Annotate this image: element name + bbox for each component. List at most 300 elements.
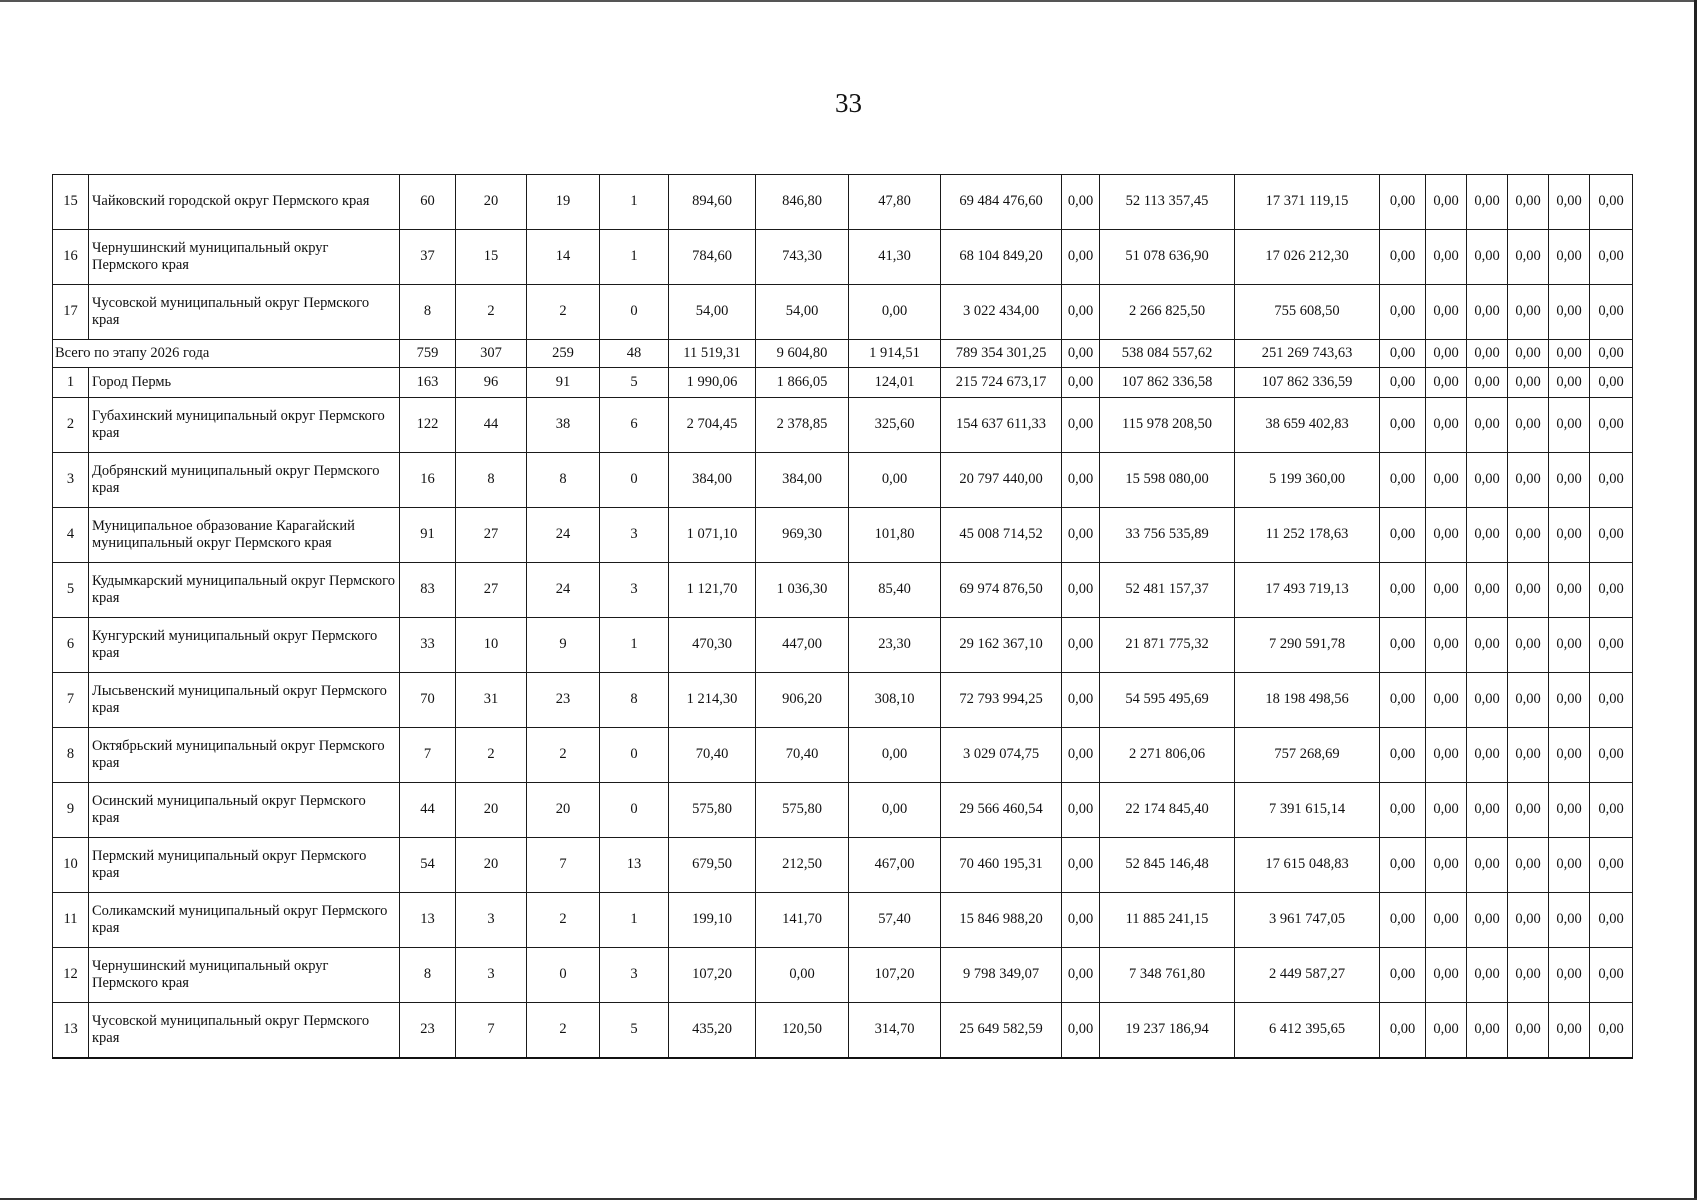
- value-cell: 0: [600, 453, 669, 508]
- value-cell: 0,00: [1508, 838, 1549, 893]
- value-cell: 447,00: [756, 618, 849, 673]
- value-cell: 2 271 806,06: [1100, 728, 1235, 783]
- value-cell: 0,00: [1508, 285, 1549, 340]
- scan-edge-top: [0, 0, 1697, 2]
- value-cell: 11 252 178,63: [1235, 508, 1380, 563]
- value-cell: 0,00: [1467, 230, 1508, 285]
- value-cell: 1: [600, 175, 669, 230]
- value-cell: 9: [527, 618, 600, 673]
- value-cell: 575,80: [669, 783, 756, 838]
- value-cell: 755 608,50: [1235, 285, 1380, 340]
- value-cell: 15 598 080,00: [1100, 453, 1235, 508]
- value-cell: 23: [400, 1003, 456, 1059]
- value-cell: 0,00: [1426, 673, 1467, 728]
- value-cell: 2: [527, 1003, 600, 1059]
- value-cell: 2: [527, 728, 600, 783]
- value-cell: 0,00: [1467, 728, 1508, 783]
- value-cell: 0,00: [1467, 893, 1508, 948]
- table-row: [53, 285, 1633, 340]
- value-cell: 0,00: [1426, 948, 1467, 1003]
- value-cell: 0,00: [1549, 285, 1590, 340]
- value-cell: 0: [600, 285, 669, 340]
- value-cell: 0,00: [1062, 893, 1100, 948]
- value-cell: 0,00: [1590, 893, 1633, 948]
- value-cell: 10: [456, 618, 527, 673]
- municipality-name: Муниципальное образование Карагайский муниципальный округ Пермского края: [89, 508, 400, 563]
- value-cell: 1 914,51: [849, 340, 941, 368]
- value-cell: 5: [600, 1003, 669, 1059]
- value-cell: 11 885 241,15: [1100, 893, 1235, 948]
- value-cell: 107 862 336,59: [1235, 368, 1380, 398]
- value-cell: 0,00: [1508, 948, 1549, 1003]
- value-cell: 0,00: [1426, 893, 1467, 948]
- value-cell: 0,00: [1062, 230, 1100, 285]
- row-number: 1: [53, 368, 89, 398]
- value-cell: 0,00: [1426, 285, 1467, 340]
- table-row: [53, 838, 1633, 893]
- value-cell: 27: [456, 563, 527, 618]
- value-cell: 0,00: [1380, 948, 1426, 1003]
- value-cell: 0,00: [1549, 230, 1590, 285]
- value-cell: 0: [600, 728, 669, 783]
- value-cell: 13: [600, 838, 669, 893]
- value-cell: 72 793 994,25: [941, 673, 1062, 728]
- value-cell: 7 391 615,14: [1235, 783, 1380, 838]
- value-cell: 0,00: [1467, 398, 1508, 453]
- value-cell: 14: [527, 230, 600, 285]
- value-cell: 0,00: [1508, 618, 1549, 673]
- value-cell: 0,00: [1549, 838, 1590, 893]
- value-cell: 2 378,85: [756, 398, 849, 453]
- value-cell: 163: [400, 368, 456, 398]
- value-cell: 51 078 636,90: [1100, 230, 1235, 285]
- value-cell: 0,00: [1590, 838, 1633, 893]
- value-cell: 0,00: [1549, 563, 1590, 618]
- value-cell: 0,00: [1062, 285, 1100, 340]
- value-cell: 20: [456, 175, 527, 230]
- value-cell: 0,00: [1062, 783, 1100, 838]
- value-cell: 0,00: [1380, 368, 1426, 398]
- value-cell: 48: [600, 340, 669, 368]
- value-cell: 0,00: [1426, 563, 1467, 618]
- value-cell: 0,00: [1380, 893, 1426, 948]
- value-cell: 54,00: [756, 285, 849, 340]
- value-cell: 0,00: [1062, 453, 1100, 508]
- value-cell: 2: [456, 728, 527, 783]
- row-number: 3: [53, 453, 89, 508]
- value-cell: 199,10: [669, 893, 756, 948]
- row-number: 2: [53, 398, 89, 453]
- value-cell: 215 724 673,17: [941, 368, 1062, 398]
- value-cell: 894,60: [669, 175, 756, 230]
- value-cell: 16: [400, 453, 456, 508]
- value-cell: 743,30: [756, 230, 849, 285]
- value-cell: 0,00: [1062, 175, 1100, 230]
- value-cell: 0,00: [1590, 1003, 1633, 1059]
- value-cell: 1: [600, 618, 669, 673]
- value-cell: 789 354 301,25: [941, 340, 1062, 368]
- row-number: 11: [53, 893, 89, 948]
- value-cell: 0: [527, 948, 600, 1003]
- municipality-name: Чернушинский муниципальный округ Пермского края: [89, 230, 400, 285]
- value-cell: 784,60: [669, 230, 756, 285]
- municipality-name: Город Пермь: [89, 368, 400, 398]
- value-cell: 0,00: [1380, 838, 1426, 893]
- row-number: 16: [53, 230, 89, 285]
- value-cell: 0,00: [1380, 340, 1426, 368]
- value-cell: 0,00: [1508, 398, 1549, 453]
- value-cell: 467,00: [849, 838, 941, 893]
- value-cell: 0,00: [1467, 285, 1508, 340]
- value-cell: 0,00: [1380, 398, 1426, 453]
- value-cell: 120,50: [756, 1003, 849, 1059]
- table-container: [52, 174, 1633, 1059]
- table-row: [53, 398, 1633, 453]
- value-cell: 7: [400, 728, 456, 783]
- value-cell: 0,00: [1590, 508, 1633, 563]
- value-cell: 17 493 719,13: [1235, 563, 1380, 618]
- value-cell: 0,00: [756, 948, 849, 1003]
- municipality-name: Кудымкарский муниципальный округ Пермского края: [89, 563, 400, 618]
- row-number: 15: [53, 175, 89, 230]
- value-cell: 9 604,80: [756, 340, 849, 368]
- value-cell: 0,00: [1467, 673, 1508, 728]
- value-cell: 1 990,06: [669, 368, 756, 398]
- value-cell: 83: [400, 563, 456, 618]
- value-cell: 54: [400, 838, 456, 893]
- value-cell: 0,00: [1426, 838, 1467, 893]
- value-cell: 52 481 157,37: [1100, 563, 1235, 618]
- value-cell: 0,00: [1380, 563, 1426, 618]
- value-cell: 17 615 048,83: [1235, 838, 1380, 893]
- value-cell: 0,00: [1508, 175, 1549, 230]
- value-cell: 0,00: [1590, 230, 1633, 285]
- value-cell: 44: [400, 783, 456, 838]
- table-row: [53, 673, 1633, 728]
- value-cell: 0,00: [1467, 563, 1508, 618]
- value-cell: 25 649 582,59: [941, 1003, 1062, 1059]
- value-cell: 0,00: [1508, 728, 1549, 783]
- value-cell: 8: [400, 948, 456, 1003]
- value-cell: 57,40: [849, 893, 941, 948]
- value-cell: 0,00: [1508, 1003, 1549, 1059]
- table-row: [53, 948, 1633, 1003]
- value-cell: 54 595 495,69: [1100, 673, 1235, 728]
- value-cell: 251 269 743,63: [1235, 340, 1380, 368]
- value-cell: 5 199 360,00: [1235, 453, 1380, 508]
- value-cell: 308,10: [849, 673, 941, 728]
- value-cell: 0,00: [1590, 285, 1633, 340]
- value-cell: 20: [527, 783, 600, 838]
- value-cell: 1 071,10: [669, 508, 756, 563]
- value-cell: 54,00: [669, 285, 756, 340]
- table-row: [53, 618, 1633, 673]
- page-number: 33: [835, 88, 862, 118]
- value-cell: 0,00: [1062, 618, 1100, 673]
- value-cell: 0,00: [1549, 1003, 1590, 1059]
- value-cell: 69 974 876,50: [941, 563, 1062, 618]
- value-cell: 1 866,05: [756, 368, 849, 398]
- municipality-name: Чусовской муниципальный округ Пермского края: [89, 1003, 400, 1059]
- value-cell: 3 029 074,75: [941, 728, 1062, 783]
- row-number: 8: [53, 728, 89, 783]
- value-cell: 19: [527, 175, 600, 230]
- value-cell: 435,20: [669, 1003, 756, 1059]
- value-cell: 9 798 349,07: [941, 948, 1062, 1003]
- value-cell: 0,00: [1508, 563, 1549, 618]
- row-number: 12: [53, 948, 89, 1003]
- value-cell: 0,00: [1549, 728, 1590, 783]
- row-number: 9: [53, 783, 89, 838]
- value-cell: 41,30: [849, 230, 941, 285]
- value-cell: 0,00: [1426, 618, 1467, 673]
- value-cell: 757 268,69: [1235, 728, 1380, 783]
- table-row: [53, 368, 1633, 398]
- value-cell: 259: [527, 340, 600, 368]
- row-number: 10: [53, 838, 89, 893]
- value-cell: 2 449 587,27: [1235, 948, 1380, 1003]
- value-cell: 3: [600, 948, 669, 1003]
- value-cell: 8: [400, 285, 456, 340]
- value-cell: 33 756 535,89: [1100, 508, 1235, 563]
- table-row: [53, 230, 1633, 285]
- value-cell: 23,30: [849, 618, 941, 673]
- value-cell: 0,00: [1590, 398, 1633, 453]
- value-cell: 0,00: [1590, 673, 1633, 728]
- value-cell: 0,00: [849, 728, 941, 783]
- value-cell: 0,00: [1467, 175, 1508, 230]
- value-cell: 29 566 460,54: [941, 783, 1062, 838]
- value-cell: 0,00: [1380, 175, 1426, 230]
- value-cell: 0,00: [1380, 1003, 1426, 1059]
- value-cell: 20: [456, 838, 527, 893]
- value-cell: 122: [400, 398, 456, 453]
- value-cell: 0,00: [1467, 1003, 1508, 1059]
- municipality-name: Октябрьский муниципальный округ Пермского края: [89, 728, 400, 783]
- value-cell: 3: [600, 563, 669, 618]
- value-cell: 2: [527, 893, 600, 948]
- row-number: 4: [53, 508, 89, 563]
- value-cell: 3: [600, 508, 669, 563]
- value-cell: 759: [400, 340, 456, 368]
- value-cell: 0,00: [1508, 368, 1549, 398]
- value-cell: 0,00: [1062, 340, 1100, 368]
- value-cell: 154 637 611,33: [941, 398, 1062, 453]
- value-cell: 7: [527, 838, 600, 893]
- value-cell: 0,00: [1590, 563, 1633, 618]
- value-cell: 107 862 336,58: [1100, 368, 1235, 398]
- value-cell: 23: [527, 673, 600, 728]
- value-cell: 2 266 825,50: [1100, 285, 1235, 340]
- value-cell: 52 113 357,45: [1100, 175, 1235, 230]
- value-cell: 0,00: [1590, 783, 1633, 838]
- value-cell: 0,00: [1467, 508, 1508, 563]
- value-cell: 0,00: [1062, 563, 1100, 618]
- value-cell: 0,00: [1549, 783, 1590, 838]
- value-cell: 0,00: [1549, 508, 1590, 563]
- value-cell: 0,00: [1062, 508, 1100, 563]
- value-cell: 19 237 186,94: [1100, 1003, 1235, 1059]
- value-cell: 0,00: [1426, 453, 1467, 508]
- value-cell: 37: [400, 230, 456, 285]
- value-cell: 70 460 195,31: [941, 838, 1062, 893]
- value-cell: 21 871 775,32: [1100, 618, 1235, 673]
- value-cell: 0,00: [1380, 508, 1426, 563]
- value-cell: 0,00: [1062, 673, 1100, 728]
- value-cell: 0,00: [849, 453, 941, 508]
- municipality-name: Лысьвенский муниципальный округ Пермского края: [89, 673, 400, 728]
- value-cell: 2 704,45: [669, 398, 756, 453]
- value-cell: 85,40: [849, 563, 941, 618]
- value-cell: 1 121,70: [669, 563, 756, 618]
- table-body: [53, 175, 1633, 1059]
- value-cell: 0,00: [1062, 1003, 1100, 1059]
- value-cell: 11 519,31: [669, 340, 756, 368]
- value-cell: 0,00: [1590, 453, 1633, 508]
- row-number: 6: [53, 618, 89, 673]
- value-cell: 0,00: [1590, 368, 1633, 398]
- value-cell: 0,00: [1549, 673, 1590, 728]
- total-label: Всего по этапу 2026 года: [53, 340, 400, 368]
- value-cell: 15 846 988,20: [941, 893, 1062, 948]
- value-cell: 0,00: [1426, 728, 1467, 783]
- value-cell: 2: [527, 285, 600, 340]
- table-row: [53, 893, 1633, 948]
- value-cell: 6: [600, 398, 669, 453]
- value-cell: 1 214,30: [669, 673, 756, 728]
- value-cell: 31: [456, 673, 527, 728]
- municipality-name: Чернушинский муниципальный округ Пермского края: [89, 948, 400, 1003]
- value-cell: 0,00: [1426, 398, 1467, 453]
- value-cell: 0: [600, 783, 669, 838]
- municipality-name: Соликамский муниципальный округ Пермского края: [89, 893, 400, 948]
- value-cell: 212,50: [756, 838, 849, 893]
- value-cell: 0,00: [1467, 340, 1508, 368]
- value-cell: 969,30: [756, 508, 849, 563]
- value-cell: 20 797 440,00: [941, 453, 1062, 508]
- value-cell: 0,00: [1549, 368, 1590, 398]
- value-cell: 0,00: [1508, 893, 1549, 948]
- value-cell: 0,00: [1549, 175, 1590, 230]
- value-cell: 0,00: [1380, 453, 1426, 508]
- value-cell: 7 348 761,80: [1100, 948, 1235, 1003]
- value-cell: 8: [456, 453, 527, 508]
- value-cell: 384,00: [756, 453, 849, 508]
- value-cell: 44: [456, 398, 527, 453]
- table-row: [53, 453, 1633, 508]
- value-cell: 0,00: [1426, 783, 1467, 838]
- table-row: [53, 508, 1633, 563]
- value-cell: 0,00: [1062, 948, 1100, 1003]
- value-cell: 0,00: [1549, 618, 1590, 673]
- value-cell: 0,00: [1062, 838, 1100, 893]
- value-cell: 101,80: [849, 508, 941, 563]
- value-cell: 0,00: [1508, 340, 1549, 368]
- value-cell: 22 174 845,40: [1100, 783, 1235, 838]
- value-cell: 0,00: [1467, 948, 1508, 1003]
- value-cell: 8: [600, 673, 669, 728]
- value-cell: 0,00: [1590, 948, 1633, 1003]
- value-cell: 0,00: [1508, 673, 1549, 728]
- value-cell: 0,00: [1062, 368, 1100, 398]
- table-row: [53, 1003, 1633, 1059]
- value-cell: 38 659 402,83: [1235, 398, 1380, 453]
- value-cell: 60: [400, 175, 456, 230]
- municipality-name: Чусовской муниципальный округ Пермского края: [89, 285, 400, 340]
- value-cell: 1: [600, 230, 669, 285]
- value-cell: 15: [456, 230, 527, 285]
- table-row: [53, 728, 1633, 783]
- value-cell: 24: [527, 508, 600, 563]
- row-number: 13: [53, 1003, 89, 1059]
- value-cell: 6 412 395,65: [1235, 1003, 1380, 1059]
- municipality-name: Чайковский городской округ Пермского края: [89, 175, 400, 230]
- value-cell: 5: [600, 368, 669, 398]
- value-cell: 38: [527, 398, 600, 453]
- value-cell: 91: [400, 508, 456, 563]
- municipality-name: Пермский муниципальный округ Пермского края: [89, 838, 400, 893]
- value-cell: 1: [600, 893, 669, 948]
- value-cell: 91: [527, 368, 600, 398]
- value-cell: 0,00: [1426, 1003, 1467, 1059]
- value-cell: 0,00: [1549, 893, 1590, 948]
- value-cell: 0,00: [1508, 230, 1549, 285]
- value-cell: 115 978 208,50: [1100, 398, 1235, 453]
- value-cell: 3: [456, 893, 527, 948]
- municipality-name: Губахинский муниципальный округ Пермского края: [89, 398, 400, 453]
- value-cell: 0,00: [849, 783, 941, 838]
- table-row: [53, 783, 1633, 838]
- value-cell: 70: [400, 673, 456, 728]
- value-cell: 52 845 146,48: [1100, 838, 1235, 893]
- value-cell: 17 026 212,30: [1235, 230, 1380, 285]
- value-cell: 7 290 591,78: [1235, 618, 1380, 673]
- value-cell: 3 022 434,00: [941, 285, 1062, 340]
- table-row: [53, 563, 1633, 618]
- value-cell: 0,00: [1467, 618, 1508, 673]
- value-cell: 575,80: [756, 783, 849, 838]
- value-cell: 0,00: [1426, 368, 1467, 398]
- value-cell: 33: [400, 618, 456, 673]
- value-cell: 0,00: [1380, 285, 1426, 340]
- value-cell: 1 036,30: [756, 563, 849, 618]
- row-number: 7: [53, 673, 89, 728]
- value-cell: 0,00: [1467, 783, 1508, 838]
- value-cell: 0,00: [1508, 508, 1549, 563]
- value-cell: 20: [456, 783, 527, 838]
- value-cell: 679,50: [669, 838, 756, 893]
- value-cell: 0,00: [1062, 728, 1100, 783]
- value-cell: 68 104 849,20: [941, 230, 1062, 285]
- value-cell: 325,60: [849, 398, 941, 453]
- value-cell: 29 162 367,10: [941, 618, 1062, 673]
- value-cell: 8: [527, 453, 600, 508]
- value-cell: 0,00: [1508, 783, 1549, 838]
- value-cell: 24: [527, 563, 600, 618]
- value-cell: 906,20: [756, 673, 849, 728]
- value-cell: 70,40: [669, 728, 756, 783]
- value-cell: 0,00: [1467, 453, 1508, 508]
- value-cell: 470,30: [669, 618, 756, 673]
- value-cell: 70,40: [756, 728, 849, 783]
- value-cell: 3: [456, 948, 527, 1003]
- value-cell: 314,70: [849, 1003, 941, 1059]
- value-cell: 96: [456, 368, 527, 398]
- value-cell: 0,00: [1426, 508, 1467, 563]
- value-cell: 0,00: [1062, 398, 1100, 453]
- value-cell: 2: [456, 285, 527, 340]
- value-cell: 107,20: [669, 948, 756, 1003]
